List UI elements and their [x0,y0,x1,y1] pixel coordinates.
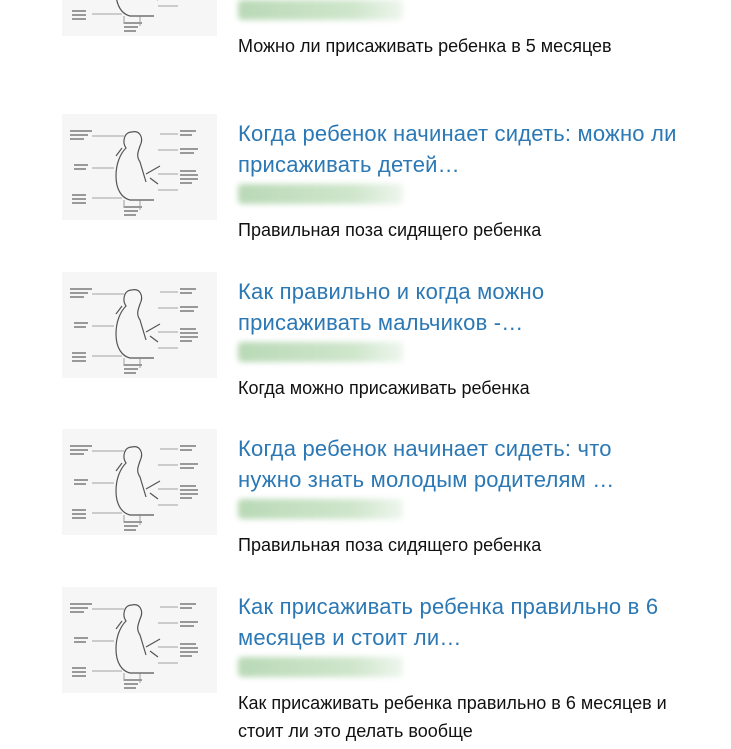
result-title-link[interactable]: Когда ребенок начинает сидеть: что нужно знать молодым родителям … [238,436,615,492]
search-result-item[interactable] [0,591,731,749]
baby-sitting-diagram-icon [62,272,217,378]
result-url-blurred[interactable] [238,499,403,519]
result-title-link[interactable]: Как присаживать ребенка правильно в 6 месяцев и стоит ли… [238,594,659,650]
result-title-link[interactable]: Как правильно и когда можно присаживать мальчиков -… [238,279,545,335]
result-title-link[interactable]: Когда ребенок начинает сидеть: можно ли присаживать детей… [238,121,677,177]
baby-sitting-diagram-icon [62,429,217,535]
search-result-item[interactable] [0,118,731,276]
result-url-blurred[interactable] [238,0,403,20]
result-thumbnail[interactable] [62,587,217,693]
result-description: Правильная поза сидящего ребенка [238,535,542,555]
search-result-item[interactable] [0,0,731,92]
baby-sitting-diagram-icon [62,0,217,36]
result-url-blurred[interactable] [238,184,403,204]
baby-sitting-diagram-icon [62,587,217,693]
baby-sitting-diagram-icon [62,114,217,220]
result-description: Правильная поза сидящего ребенка [238,220,542,240]
result-thumbnail[interactable] [62,0,217,36]
result-description: Как присаживать ребенка правильно в 6 месяцев и стоит ли это делать вообще [238,693,667,741]
result-description: Можно ли присаживать ребенка в 5 месяцев [238,36,612,56]
result-description: Когда можно присаживать ребенка [238,378,530,398]
search-result-item[interactable] [0,276,731,434]
result-thumbnail[interactable] [62,272,217,378]
result-thumbnail[interactable] [62,429,217,535]
result-url-blurred[interactable] [238,657,403,677]
result-thumbnail[interactable] [62,114,217,220]
search-result-item[interactable] [0,433,731,591]
result-url-blurred[interactable] [238,342,403,362]
